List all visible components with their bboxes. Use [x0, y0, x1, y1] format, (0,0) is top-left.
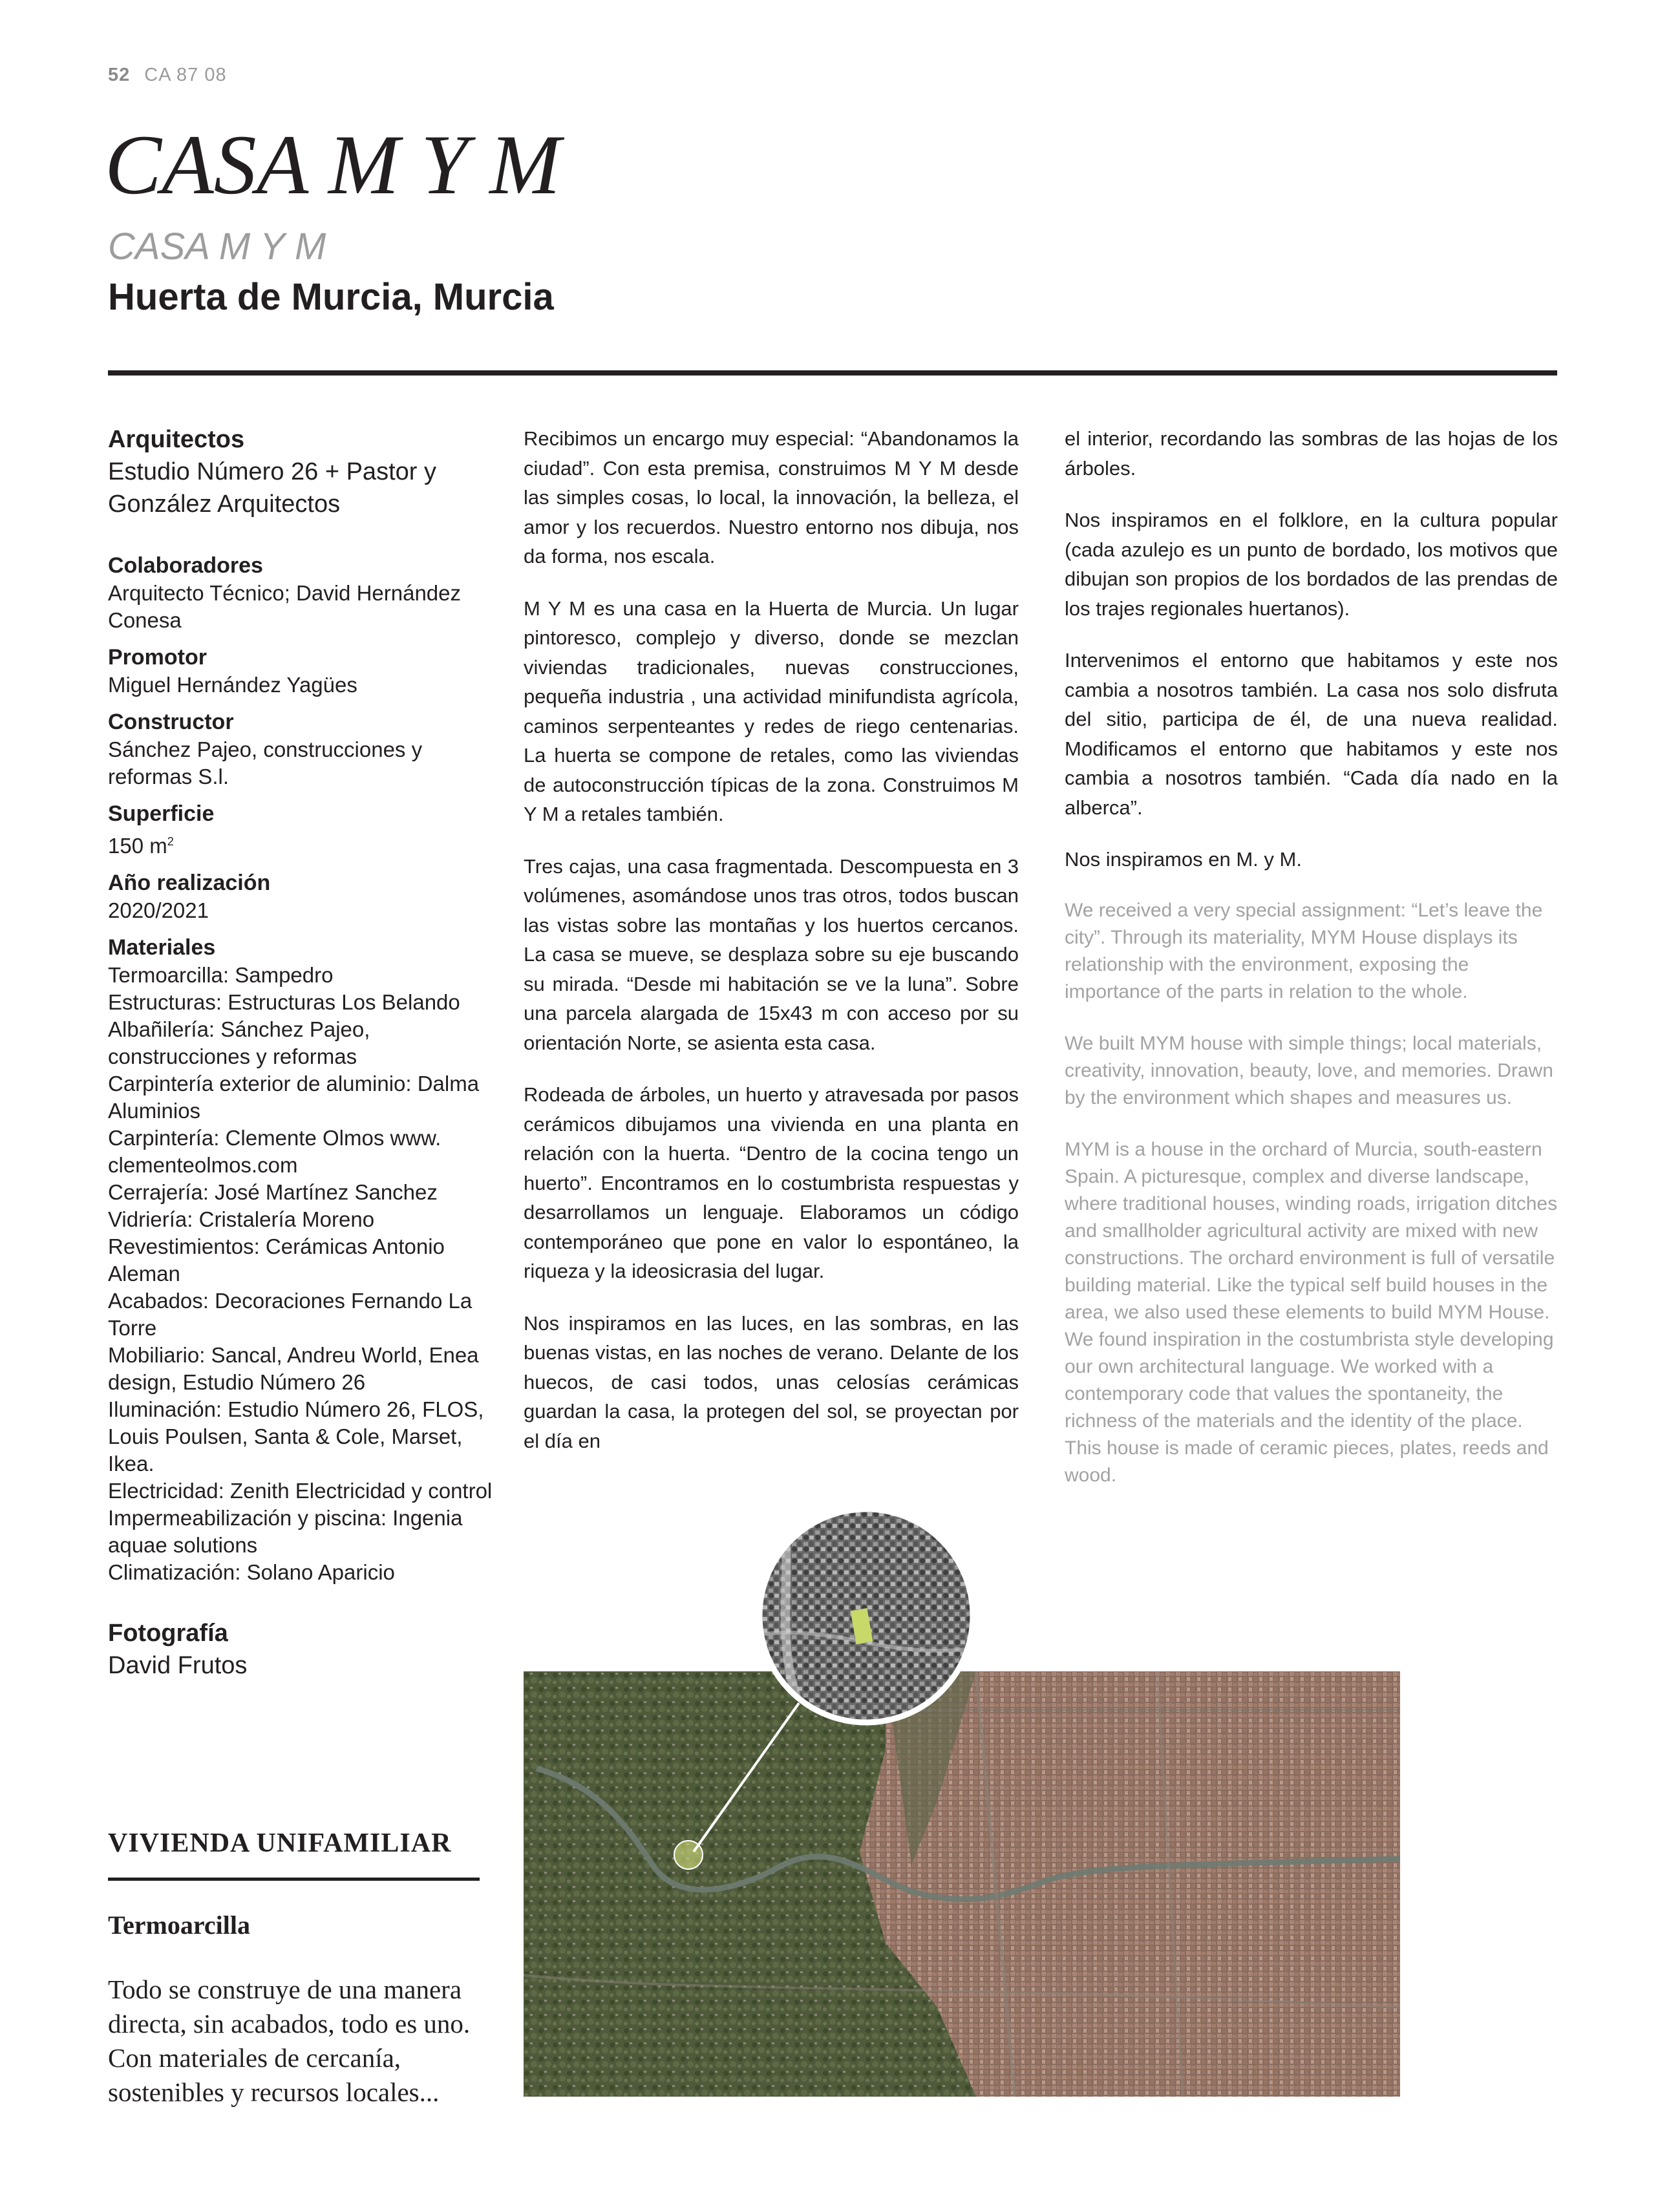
- location-heading: Huerta de Murcia, Murcia: [108, 276, 554, 318]
- body-paragraph: Intervenimos el entorno que habitamos y este nos cambia a nosotros también. La casa nos solo disfruta del sitio, participa de él, de una nueva realidad. Modificamos el entorno que habitamos y este nos cambia a nosotros también. “Cada día nado en la alberca”.: [1065, 649, 1558, 819]
- page-number-line: [108, 65, 227, 86]
- header-rule: [108, 370, 1557, 376]
- constructor-label: Constructor: [108, 710, 234, 734]
- fotografia-label: Fotografía: [108, 1620, 228, 1647]
- superficie-number: 150 m: [108, 834, 167, 858]
- english-paragraph: MYM is a house in the orchard of Murcia, south-eastern Spain. A picturesque, complex and diverse landscape, where traditional houses, winding roads, irrigation ditches and smallholder agricultural activity are mixed with new constructions. The orchard environment is full of versatile building material. Like the typical self build houses in the area, we also used these elements to build MYM House. We found inspiration in the costumbrista style developing our own architectural language. We worked with a contemporary code that values the spontaneity, the richness of the materials and the identity of the place. This house is made of ceramic pieces, plates, reeds and wood.: [1065, 1138, 1558, 1486]
- material-item: Iluminación: Estudio Número 26, FLOS, Louis Poulsen, Santa & Cole, Marset, Ikea.: [108, 1397, 484, 1476]
- material-item: Albañilería: Sánchez Pajeo, construcciones y reformas: [108, 1017, 370, 1068]
- body-paragraph: Rodeada de árboles, un huerto y atravesada por pasos cerámicos dibujamos una vivienda en una planta en relación con la huerta. “Dentro de la cocina tengo un huerto”. Encontramos en lo costumbrista respuestas y desarrollamos un lenguaje. Elaboramos un código contemporáneo que pone en valor lo espontáneo, la riqueza y la ideosicrasia del lugar.: [524, 1083, 1019, 1282]
- body-paragraph: el interior, recordando las sombras de las hojas de los árboles.: [1065, 427, 1558, 480]
- materiales-label: Materiales: [108, 935, 216, 960]
- superficie-value: [108, 828, 496, 860]
- fotografia-value: David Frutos: [108, 1652, 248, 1679]
- material-item: Revestimientos: Cerámicas Antonio Aleman: [108, 1234, 445, 1286]
- material-item: Acabados: Decoraciones Fernando La Torre: [108, 1289, 473, 1340]
- site-marker: [674, 1841, 703, 1869]
- material-item: Carpintería exterior de aluminio: Dalma Aluminios: [108, 1072, 480, 1123]
- credits-sidebar: [108, 423, 496, 1682]
- material-item: Estructuras: Estructuras Los Belando: [108, 990, 460, 1014]
- page-subtitle: CASA M Y M: [108, 226, 326, 268]
- colaboradores-label: Colaboradores: [108, 553, 263, 578]
- section-rule: [108, 1878, 480, 1881]
- page-number: 52: [108, 65, 131, 85]
- material-item: Termoarcilla: Sampedro: [108, 963, 334, 987]
- materiales-list: [108, 962, 496, 1586]
- body-column-3: [1065, 424, 1558, 1514]
- material-item: Vidriería: Cristalería Moreno: [108, 1207, 375, 1231]
- material-item: Cerrajería: José Martínez Sanchez: [108, 1180, 438, 1204]
- constructor-value: Sánchez Pajeo, construcciones y reformas S.l.: [108, 737, 423, 789]
- body-column-2: [524, 424, 1019, 1478]
- site-inset-circle: [756, 1506, 976, 1726]
- issue-code: CA 87 08: [144, 65, 227, 85]
- material-item: Electricidad: Zenith Electricidad y control: [108, 1479, 493, 1503]
- page-title: CASA M Y M: [105, 117, 561, 212]
- material-quote: Todo se construye de una manera directa, sin acabados, todo es uno. Con materiales de cercanía, sostenibles y recursos locales...: [108, 1974, 471, 2107]
- material-item: Mobiliario: Sancal, Andreu World, Enea design, Estudio Número 26: [108, 1343, 479, 1394]
- body-paragraph: Nos inspiramos en el folklore, en la cultura popular (cada azulejo es un punto de bordado, los motivos que dibujan son propios de los bordados de las prendas de los trajes regionales huertanos).: [1065, 509, 1558, 620]
- promotor-value: Miguel Hernández Yagües: [108, 673, 357, 697]
- material-item: Climatización: Solano Aparicio: [108, 1560, 395, 1584]
- material-item: Carpintería: Clemente Olmos www. clementeolmos.com: [108, 1126, 441, 1177]
- material-label: Termoarcilla: [108, 1911, 250, 1940]
- anio-value: 2020/2021: [108, 898, 209, 922]
- arquitectos-label: Arquitectos: [108, 426, 245, 453]
- english-paragraph: We built MYM house with simple things; local materials, creativity, innovation, beauty, love, and memories. Drawn by the environment which shapes and measures us.: [1065, 1032, 1553, 1108]
- material-item: Impermeabilización y piscina: Ingenia aquae solutions: [108, 1506, 463, 1557]
- body-paragraph: Tres cajas, una casa fragmentada. Descompuesta en 3 volúmenes, asomándose unos tras otros, todos buscan las vistas sobre las montañas y los huertos cercanos. La casa se mueve, se desplaza sobre su eje buscando su mirada. “Desde mi habitación se ve la luna”. Sobre una parcela alargada de 15x43 m con acceso por su orientación Norte, se asienta esta casa.: [524, 854, 1019, 1054]
- body-english: [1065, 897, 1558, 1489]
- body-paragraph: Nos inspiramos en las luces, en las sombras, en las buenas vistas, en las noches de verano. Delante de los huecos, de casi todos, unas celosías cerámicas guardan la casa, la protegen del sol, se proyectan por el día en: [524, 1311, 1019, 1452]
- body-paragraph: Nos inspiramos en M. y M.: [1065, 848, 1302, 871]
- superficie-unit-sup: 2: [167, 835, 174, 848]
- body-paragraph: M Y M es una casa en la Huerta de Murcia. Un lugar pintoresco, complejo y diverso, donde se mezclan viviendas tradicionales, nuevas construcciones, pequeña industria , una actividad minifundista agrícola, caminos serpenteantes y redes de riego centenarias. La huerta se compone de retales, como las viviendas de autoconstrucción típicas de la zona. Construimos M Y M a retales también.: [524, 597, 1019, 825]
- english-paragraph: We received a very special assignment: “Let’s leave the city”. Through its materiality, MYM House displays its relationship with the environment, exposing the importance of the parts in relation to the whole.: [1065, 899, 1543, 1002]
- anio-label: Año realización: [108, 871, 271, 895]
- arquitectos-value: Estudio Número 26 + Pastor y González Arquitectos: [108, 458, 436, 518]
- body-column-3-spanish: [1065, 424, 1558, 874]
- promotor-label: Promotor: [108, 645, 207, 670]
- aerial-map: [524, 1671, 1400, 2097]
- section-label: VIVIENDA UNIFAMILIAR: [108, 1828, 452, 1858]
- body-paragraph: Recibimos un encargo muy especial: “Abandonamos la ciudad”. Con esta premisa, construimos M Y M desde las simples cosas, lo local, la innovación, la belleza, el amor y los recuerdos. Nuestro entorno nos dibuja, nos da forma, nos escala.: [524, 427, 1019, 567]
- colaboradores-value: Arquitecto Técnico; David Hernández Conesa: [108, 581, 462, 632]
- superficie-label: Superficie: [108, 801, 215, 826]
